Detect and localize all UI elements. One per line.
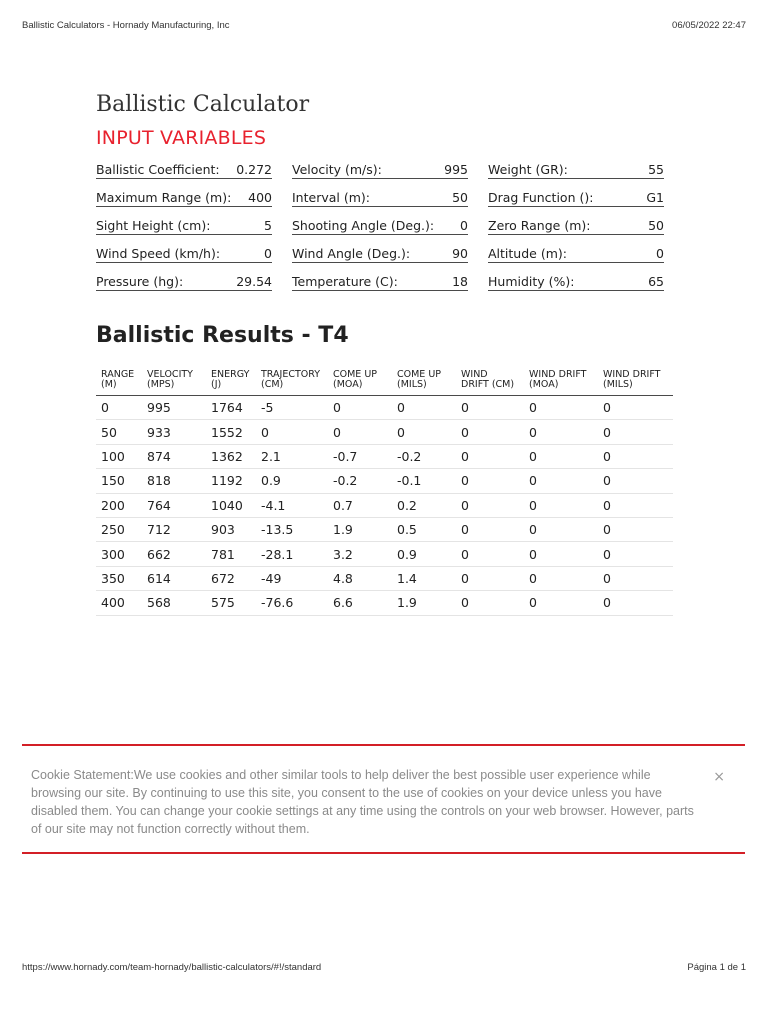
input-variable-label: Sight Height (cm): xyxy=(96,217,211,233)
table-cell: 568 xyxy=(142,591,206,615)
table-cell: 995 xyxy=(142,396,206,420)
table-cell: -4.1 xyxy=(256,493,328,517)
table-cell: 150 xyxy=(96,469,142,493)
table-cell: 672 xyxy=(206,566,256,590)
input-variables-grid xyxy=(96,152,664,292)
results-column-header-line: RANGE xyxy=(101,369,135,380)
results-column-header-line: VELOCITY xyxy=(147,369,193,380)
results-column-header xyxy=(142,370,206,396)
input-variables-heading: INPUT VARIABLES xyxy=(96,127,267,149)
table-cell: 0 xyxy=(524,517,598,541)
table-cell: 0 xyxy=(456,420,524,444)
table-cell: 0 xyxy=(456,591,524,615)
table-cell: 0 xyxy=(524,469,598,493)
input-variable-label: Maximum Range (m): xyxy=(96,189,232,205)
table-cell: 0.9 xyxy=(256,469,328,493)
results-column-header-line: (MILS) xyxy=(397,379,427,390)
input-variable-value: 29.54 xyxy=(236,273,272,289)
table-cell: 0 xyxy=(456,493,524,517)
results-table xyxy=(96,370,673,616)
print-footer xyxy=(22,962,746,973)
input-variable-row xyxy=(488,152,664,179)
results-column-header xyxy=(206,370,256,396)
input-variable-row xyxy=(292,152,468,179)
table-cell: 0.5 xyxy=(392,517,456,541)
table-cell: 0 xyxy=(456,396,524,420)
page-title: Ballistic Calculator xyxy=(96,92,310,117)
table-cell: 1362 xyxy=(206,444,256,468)
results-column-header xyxy=(328,370,392,396)
table-cell: 200 xyxy=(96,493,142,517)
input-variable-row xyxy=(292,180,468,207)
table-cell: 0 xyxy=(456,444,524,468)
table-cell: 933 xyxy=(142,420,206,444)
table-cell: 0 xyxy=(524,493,598,517)
cookie-statement-text: Cookie Statement:We use cookies and other similar tools to help deliver the best possible user experience while browsing our site. By continuing to use this site, you consent to the use of cookies on your device unless you have disabled them. You can change your cookie settings at any time using the controls on your web browser. However, parts of our site may not function correctly without them. xyxy=(31,768,694,836)
results-column-header-line: COME UP xyxy=(397,369,442,380)
results-column-header-line: (J) xyxy=(211,379,222,390)
results-body xyxy=(96,396,673,616)
input-variable-row xyxy=(96,236,272,263)
table-cell: -76.6 xyxy=(256,591,328,615)
input-variable-label: Zero Range (m): xyxy=(488,217,591,233)
input-variable-value: 50 xyxy=(452,189,468,205)
table-cell: 6.6 xyxy=(328,591,392,615)
table-cell: -49 xyxy=(256,566,328,590)
table-cell: 0 xyxy=(524,591,598,615)
results-column-header-line: DRIFT (CM) xyxy=(461,379,515,390)
table-cell: 662 xyxy=(142,542,206,566)
table-cell: 1764 xyxy=(206,396,256,420)
results-column-header-line: WIND DRIFT xyxy=(603,369,661,380)
table-cell: 3.2 xyxy=(328,542,392,566)
results-column-header-line: (MOA) xyxy=(333,379,363,390)
input-variable-row xyxy=(292,236,468,263)
input-variable-value: 90 xyxy=(452,245,468,261)
input-variable-row xyxy=(292,208,468,235)
table-cell: -28.1 xyxy=(256,542,328,566)
results-column-header xyxy=(392,370,456,396)
results-column-header xyxy=(256,370,328,396)
table-cell: 2.1 xyxy=(256,444,328,468)
results-column-header xyxy=(598,370,673,396)
input-variable-row xyxy=(96,208,272,235)
input-variable-value: 995 xyxy=(444,161,468,177)
input-variable-row xyxy=(488,236,664,263)
table-cell: 874 xyxy=(142,444,206,468)
table-cell: 250 xyxy=(96,517,142,541)
input-variable-value: 400 xyxy=(248,189,272,205)
table-row xyxy=(96,469,673,493)
table-cell: 0 xyxy=(524,396,598,420)
table-cell: 0 xyxy=(524,566,598,590)
results-column-header-line: (CM) xyxy=(261,379,284,390)
table-cell: 0 xyxy=(456,566,524,590)
input-variable-value: 0.272 xyxy=(236,161,272,177)
table-cell: 1.9 xyxy=(392,591,456,615)
input-variable-row xyxy=(96,180,272,207)
input-variable-value: 5 xyxy=(264,217,272,233)
table-cell: 0 xyxy=(524,444,598,468)
table-cell: -0.2 xyxy=(392,444,456,468)
table-cell: 1.9 xyxy=(328,517,392,541)
table-cell: 0 xyxy=(456,469,524,493)
table-cell: 0 xyxy=(598,493,673,517)
results-column-header-line: WIND xyxy=(461,369,488,380)
print-header-title: Ballistic Calculators - Hornady Manufacturing, Inc xyxy=(22,20,230,31)
input-variable-label: Altitude (m): xyxy=(488,245,567,261)
input-variable-value: 18 xyxy=(452,273,468,289)
input-variable-row xyxy=(96,152,272,179)
table-cell: 4.8 xyxy=(328,566,392,590)
input-variable-label: Weight (GR): xyxy=(488,161,568,177)
results-column-header-line: TRAJECTORY xyxy=(261,369,321,380)
table-cell: 781 xyxy=(206,542,256,566)
table-cell: 400 xyxy=(96,591,142,615)
table-row xyxy=(96,566,673,590)
results-column-header-line: (MPS) xyxy=(147,379,175,390)
results-header-row xyxy=(96,370,673,396)
table-cell: 0 xyxy=(328,396,392,420)
results-column-header-line: WIND DRIFT xyxy=(529,369,587,380)
table-row xyxy=(96,493,673,517)
cookie-banner xyxy=(22,744,745,854)
table-row xyxy=(96,591,673,615)
table-cell: 0 xyxy=(598,542,673,566)
results-column-header-line: (M) xyxy=(101,379,117,390)
table-cell: 712 xyxy=(142,517,206,541)
table-cell: 0 xyxy=(456,517,524,541)
table-cell: 1.4 xyxy=(392,566,456,590)
table-row xyxy=(96,542,673,566)
input-variable-row xyxy=(292,264,468,291)
input-variable-value: 0 xyxy=(264,245,272,261)
results-column-header xyxy=(456,370,524,396)
print-header xyxy=(22,20,746,31)
table-cell: 0.2 xyxy=(392,493,456,517)
input-variable-value: 50 xyxy=(648,217,664,233)
print-footer-page-number: Página 1 de 1 xyxy=(687,962,746,973)
results-column-header xyxy=(524,370,598,396)
table-cell: 50 xyxy=(96,420,142,444)
table-cell: 0 xyxy=(96,396,142,420)
table-cell: -0.2 xyxy=(328,469,392,493)
print-footer-url: https://www.hornady.com/team-hornady/ballistic-calculators/#!/standard xyxy=(22,962,322,973)
table-cell: 0 xyxy=(598,566,673,590)
results-column-header xyxy=(96,370,142,396)
table-cell: 0 xyxy=(524,542,598,566)
table-cell: 350 xyxy=(96,566,142,590)
table-cell: 0 xyxy=(598,396,673,420)
table-cell: -5 xyxy=(256,396,328,420)
results-column-header-line: ENERGY xyxy=(211,369,250,380)
input-variable-value: 0 xyxy=(460,217,468,233)
table-cell: 0 xyxy=(524,420,598,444)
print-header-datetime: 06/05/2022 22:47 xyxy=(672,20,746,31)
table-cell: 0 xyxy=(598,591,673,615)
input-variable-label: Pressure (hg): xyxy=(96,273,184,289)
input-variable-row xyxy=(488,264,664,291)
table-cell: 0 xyxy=(598,444,673,468)
input-variable-value: G1 xyxy=(646,189,664,205)
close-icon[interactable]: × xyxy=(713,769,725,785)
table-cell: -13.5 xyxy=(256,517,328,541)
table-cell: 1552 xyxy=(206,420,256,444)
table-cell: 0.7 xyxy=(328,493,392,517)
table-cell: -0.7 xyxy=(328,444,392,468)
table-cell: 614 xyxy=(142,566,206,590)
results-column-header-line: COME UP xyxy=(333,369,378,380)
input-variable-label: Humidity (%): xyxy=(488,273,575,289)
table-cell: 0 xyxy=(392,420,456,444)
table-cell: 903 xyxy=(206,517,256,541)
input-variable-row xyxy=(488,180,664,207)
table-cell: 764 xyxy=(142,493,206,517)
table-cell: 1040 xyxy=(206,493,256,517)
table-cell: 0 xyxy=(598,517,673,541)
table-cell: 575 xyxy=(206,591,256,615)
input-variable-label: Temperature (C): xyxy=(292,273,398,289)
input-variable-row xyxy=(96,264,272,291)
table-cell: 0 xyxy=(328,420,392,444)
input-variable-label: Shooting Angle (Deg.): xyxy=(292,217,435,233)
table-cell: -0.1 xyxy=(392,469,456,493)
table-row xyxy=(96,396,673,420)
table-cell: 0.9 xyxy=(392,542,456,566)
input-variable-label: Wind Angle (Deg.): xyxy=(292,245,411,261)
input-variable-value: 0 xyxy=(656,245,664,261)
results-column-header-line: (MILS) xyxy=(603,379,633,390)
input-variable-value: 65 xyxy=(648,273,664,289)
results-column-header-line: (MOA) xyxy=(529,379,559,390)
input-variable-value: 55 xyxy=(648,161,664,177)
table-cell: 0 xyxy=(598,420,673,444)
input-variable-label: Ballistic Coefficient: xyxy=(96,161,220,177)
input-variable-label: Interval (m): xyxy=(292,189,370,205)
table-cell: 0 xyxy=(392,396,456,420)
table-cell: 0 xyxy=(256,420,328,444)
results-title: Ballistic Results - T4 xyxy=(96,323,349,348)
table-cell: 0 xyxy=(456,542,524,566)
table-cell: 100 xyxy=(96,444,142,468)
table-row xyxy=(96,444,673,468)
table-cell: 0 xyxy=(598,469,673,493)
table-cell: 818 xyxy=(142,469,206,493)
input-variable-label: Drag Function (): xyxy=(488,189,594,205)
input-variable-row xyxy=(488,208,664,235)
input-variable-label: Wind Speed (km/h): xyxy=(96,245,221,261)
table-row xyxy=(96,420,673,444)
table-cell: 300 xyxy=(96,542,142,566)
input-variable-label: Velocity (m/s): xyxy=(292,161,382,177)
table-cell: 1192 xyxy=(206,469,256,493)
table-row xyxy=(96,517,673,541)
